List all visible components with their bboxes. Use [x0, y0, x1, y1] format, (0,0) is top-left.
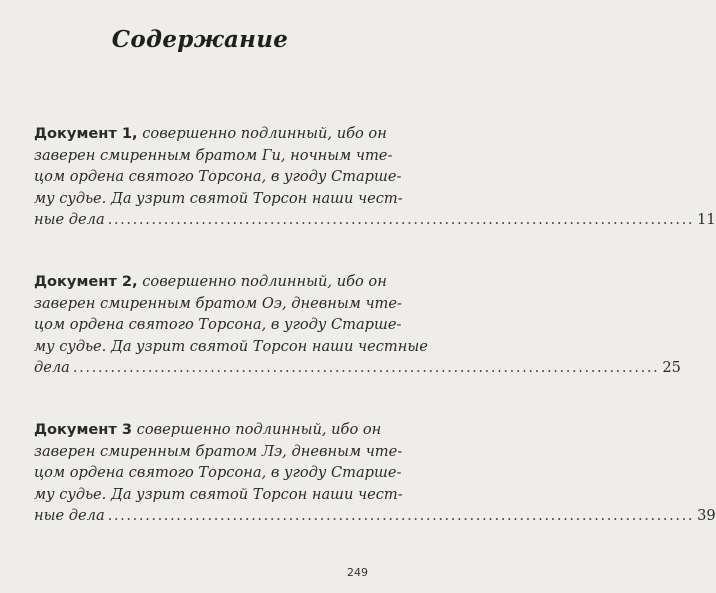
entry-text: заверен смиренным братом Лэ, дневным чте-	[34, 442, 403, 460]
entry-line	[34, 271, 387, 293]
entry-page-number: 25	[662, 359, 681, 377]
entry-leader-line[interactable]	[34, 357, 681, 379]
entry-text: ные дела	[34, 507, 105, 525]
page-title: Содержание	[111, 26, 289, 53]
entry-text: му судье. Да узрит святой Торсон наши чест-	[34, 189, 403, 207]
entry-text: совершенно подлинный, ибо он	[137, 125, 387, 142]
entry-text: заверен смиренным братом Ги, ночным чте-	[34, 146, 393, 164]
document-name: Документ 3	[34, 420, 133, 438]
entry-page-number: 39	[697, 507, 716, 525]
document-name: Документ 1,	[34, 125, 138, 142]
contents-entry-1	[34, 123, 716, 231]
document-name: Документ 2,	[34, 272, 138, 290]
contents-list	[34, 123, 716, 567]
entry-text: цом ордена святого Торсона, в угоду Старше-	[34, 464, 402, 482]
contents-entry-2	[34, 271, 681, 379]
entry-text: совершенно подлинный, ибо он	[132, 420, 382, 438]
contents-entry-3	[34, 419, 716, 527]
dot-leader: ..............................................................................................	[107, 507, 695, 525]
dot-leader: ..............................................................................................	[107, 211, 695, 229]
entry-text: дела	[34, 359, 70, 377]
folio-page-number: 249	[347, 566, 368, 579]
entry-page-number: 11	[697, 211, 716, 229]
entry-text: му судье. Да узрит святой Торсон наши честные	[34, 337, 428, 355]
dot-leader: ..............................................................................................	[72, 359, 660, 377]
entry-line	[34, 419, 382, 441]
entry-text: заверен смиренным братом Оэ, дневным чте-	[34, 294, 402, 312]
entry-line	[34, 123, 387, 145]
entry-text: ные дела	[34, 211, 105, 229]
entry-leader-line[interactable]	[34, 209, 716, 231]
entry-leader-line[interactable]	[34, 505, 716, 527]
entry-text: му судье. Да узрит святой Торсон наши чест-	[34, 485, 403, 503]
entry-text: совершенно подлинный, ибо он	[137, 272, 387, 290]
entry-text: цом ордена святого Торсона, в угоду Старше-	[34, 316, 402, 334]
entry-text: цом ордена святого Торсона, в угоду Старше-	[34, 168, 402, 186]
